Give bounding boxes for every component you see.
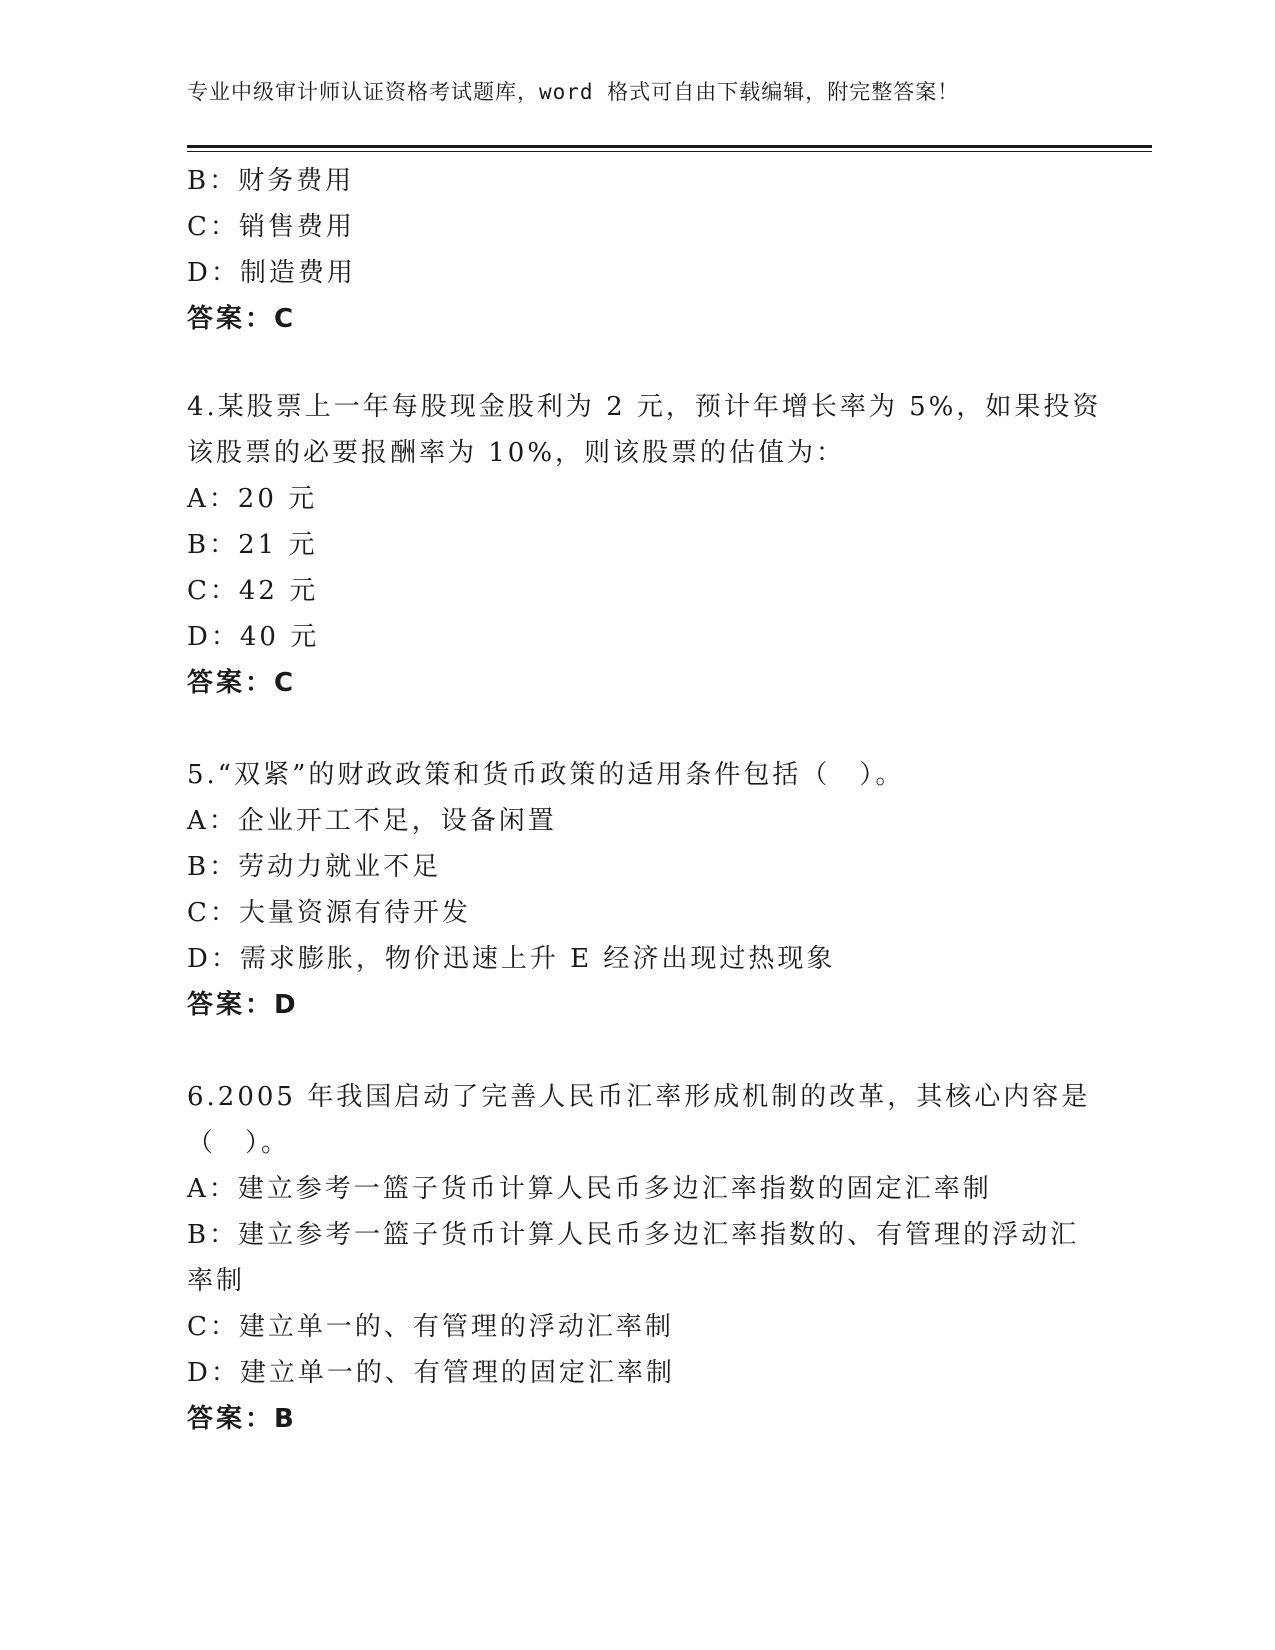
q4-option-b: B：21 元 [187,530,318,560]
q6-option-b-line-1: B：建立参考一篮子货币计算人民币多边汇率指数的、有管理的浮动汇 [187,1220,1080,1250]
q6-stem-line-1: 6.2005 年我国启动了完善人民币汇率形成机制的改革，其核心内容是 [187,1082,1091,1112]
q5-option-a: A：企业开工不足，设备闲置 [187,806,557,836]
q6-option-d: D：建立单一的、有管理的固定汇率制 [187,1358,675,1388]
prev-answer: 答案：C [187,304,297,334]
header-rule-thick [187,145,1152,148]
prev-option-b: B：财务费用 [187,166,355,196]
prev-option-d: D：制造费用 [187,258,356,288]
question-content [187,158,1102,1442]
q5-option-b: B：劳动力就业不足 [187,852,442,882]
q4-stem-line-1: 4.某股票上一年每股现金股利为 2 元，预计年增长率为 5%，如果投资 [187,392,1102,422]
prev-option-c: C：销售费用 [187,212,355,242]
q4-option-c: C：42 元 [187,576,319,606]
page-header: 专业中级审计师认证资格考试题库，word 格式可自由下载编辑，附完整答案！ [187,80,960,104]
q4-stem-line-2: 该股票的必要报酬率为 10%，则该股票的估值为： [187,438,846,468]
header-rule-thin [187,151,1152,152]
q5-stem-line-1: 5.“双紧”的财政政策和货币政策的适用条件包括（ ）。 [187,760,905,790]
q4-option-a: A：20 元 [187,484,318,514]
q5-answer: 答案：D [187,990,299,1020]
q4-answer: 答案：C [187,668,297,698]
q6-option-c: C：建立单一的、有管理的浮动汇率制 [187,1312,674,1342]
q4-option-d: D：40 元 [187,622,320,652]
q6-stem-line-2: （ ）。 [187,1128,291,1158]
q6-answer: 答案：B [187,1404,297,1434]
q6-option-b-line-2: 率制 [187,1266,246,1296]
q5-option-d: D：需求膨胀，物价迅速上升 E 经济出现过热现象 [187,944,836,974]
q6-option-a: A：建立参考一篮子货币计算人民币多边汇率指数的固定汇率制 [187,1174,992,1204]
q5-option-c: C：大量资源有待开发 [187,898,471,928]
